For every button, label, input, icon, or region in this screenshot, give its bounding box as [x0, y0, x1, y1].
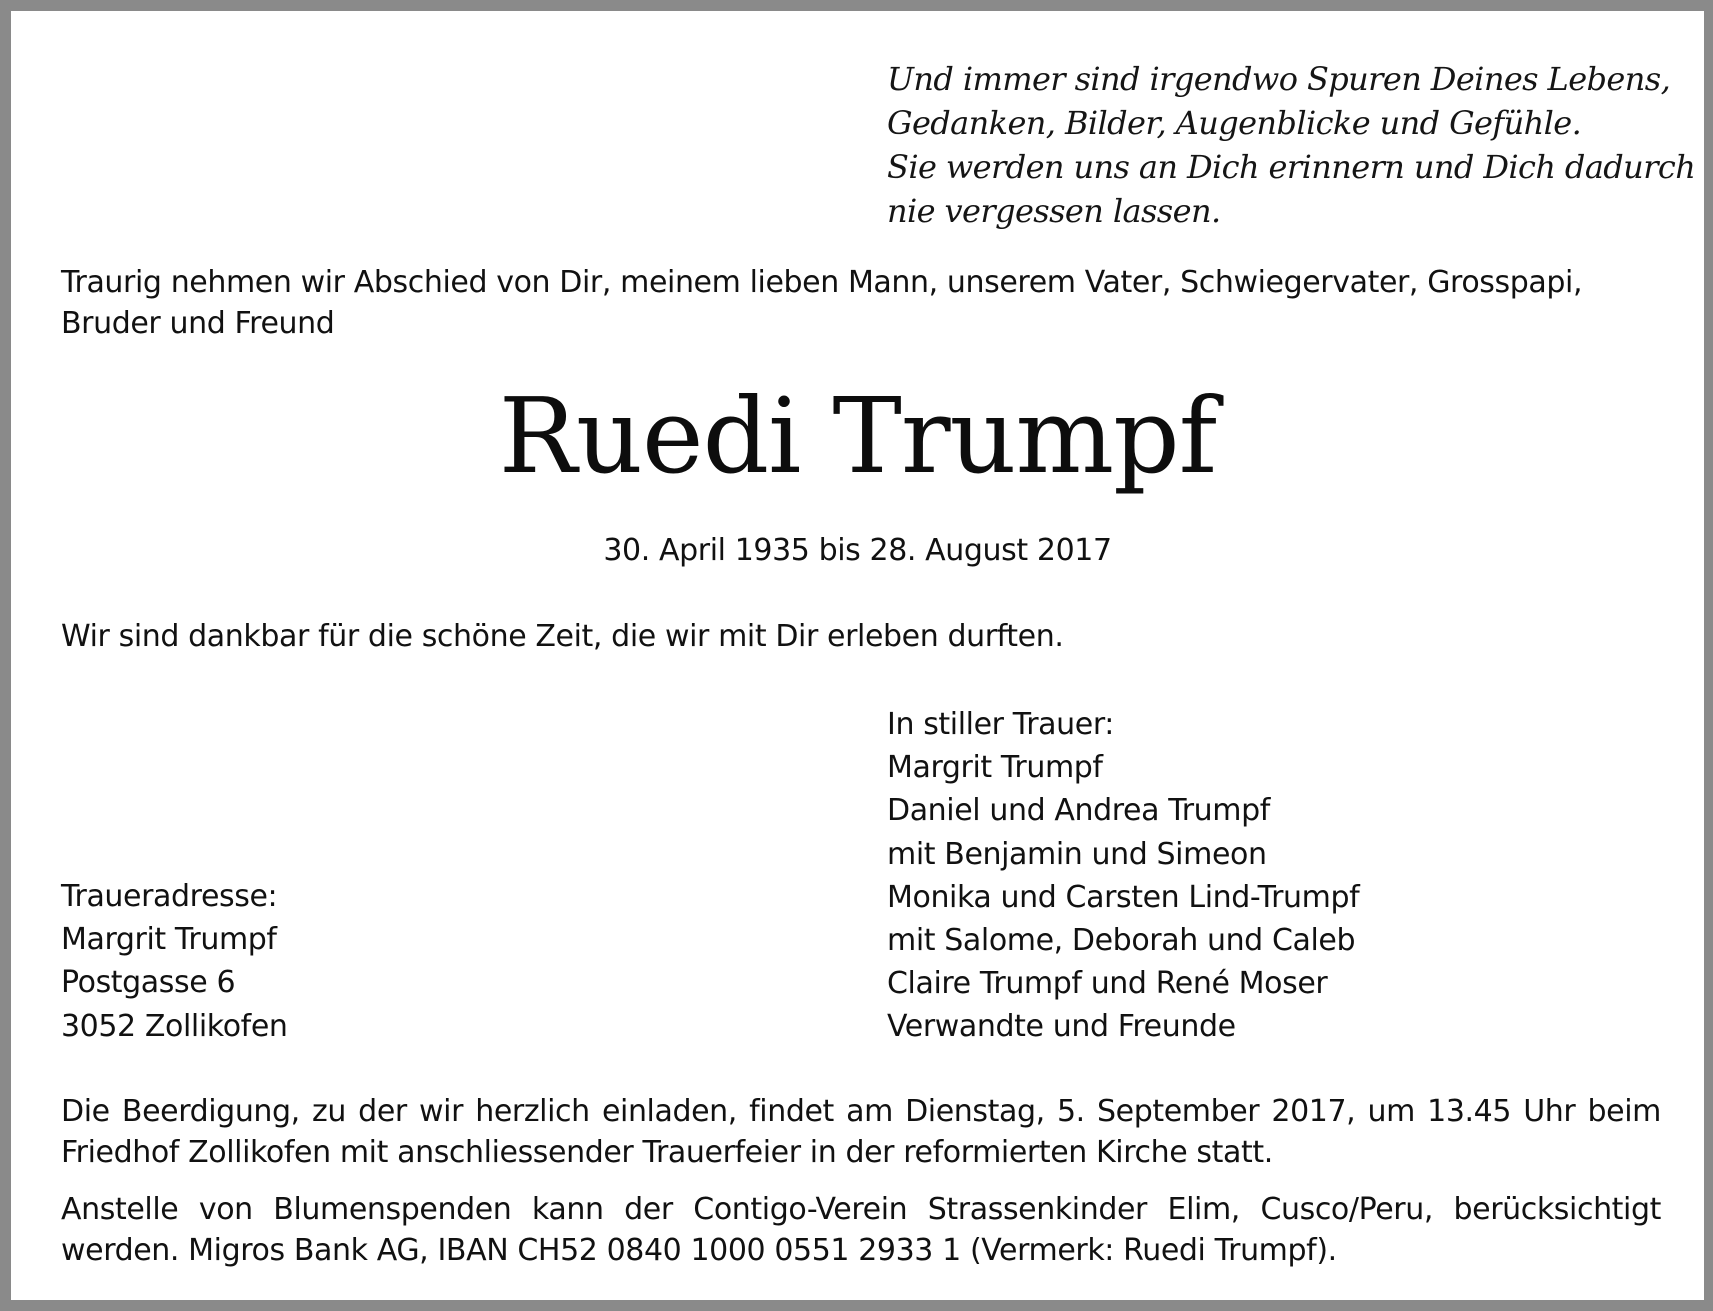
- thanks-text: Wir sind dankbar für die schöne Zeit, die wir mit Dir erleben durften.: [61, 619, 1064, 654]
- poem-line: Und immer sind irgendwo Spuren Deines Lebens,: [887, 60, 1671, 98]
- life-dates: 30. April 1935 bis 28. August 2017: [603, 533, 1112, 568]
- deceased-name: Ruedi Trumpf: [498, 375, 1217, 497]
- address-name: Margrit Trumpf: [61, 922, 277, 958]
- mourner-name: Claire Trumpf und René Moser: [887, 966, 1328, 1002]
- address-label: Traueradresse:: [61, 879, 278, 914]
- funeral-notice: Die Beerdigung, zu der wir herzlich einladen, findet am Dienstag, 5. September 2017, um 13.45 Uhr beim Friedhof Zollikofen mit anschliessender Trauerfeier in der reformierten Kirche statt.: [61, 1094, 1661, 1170]
- address-city: 3052 Zollikofen: [61, 1008, 288, 1044]
- poem: [887, 57, 1696, 233]
- intro-text: Traurig nehmen wir Abschied von Dir, meinem lieben Mann, unserem Vater, Schwiegervater, Grosspapi, Bruder und Freund: [61, 265, 1583, 341]
- poem-line: nie vergessen lassen.: [887, 192, 1221, 230]
- mourners-list: [887, 703, 1667, 1049]
- poem-line: Sie werden uns an Dich erinnern und Dich dadurch: [887, 148, 1696, 186]
- mourner-name: mit Benjamin und Simeon: [887, 836, 1267, 872]
- poem-line: Gedanken, Bilder, Augenblicke und Gefühle.: [887, 104, 1582, 142]
- mourner-name: Daniel und Andrea Trumpf: [887, 793, 1270, 829]
- mourners-heading: In stiller Trauer:: [887, 707, 1114, 742]
- obituary-card: [11, 11, 1704, 1300]
- mourner-name: Monika und Carsten Lind-Trumpf: [887, 879, 1360, 915]
- mourner-name: mit Salome, Deborah und Caleb: [887, 923, 1356, 959]
- mourner-name: Margrit Trumpf: [887, 750, 1103, 786]
- donation-notice: Anstelle von Blumenspenden kann der Contigo-Verein Strassenkinder Elim, Cusco/Peru, berücksichtigt werden. Migros Bank AG, IBAN CH52 0840 1000 0551 2933 1 (Vermerk: Ruedi Trumpf).: [61, 1192, 1661, 1268]
- mourning-address: [61, 875, 661, 1048]
- mourner-name: Verwandte und Freunde: [887, 1009, 1236, 1045]
- address-street: Postgasse 6: [61, 965, 236, 1001]
